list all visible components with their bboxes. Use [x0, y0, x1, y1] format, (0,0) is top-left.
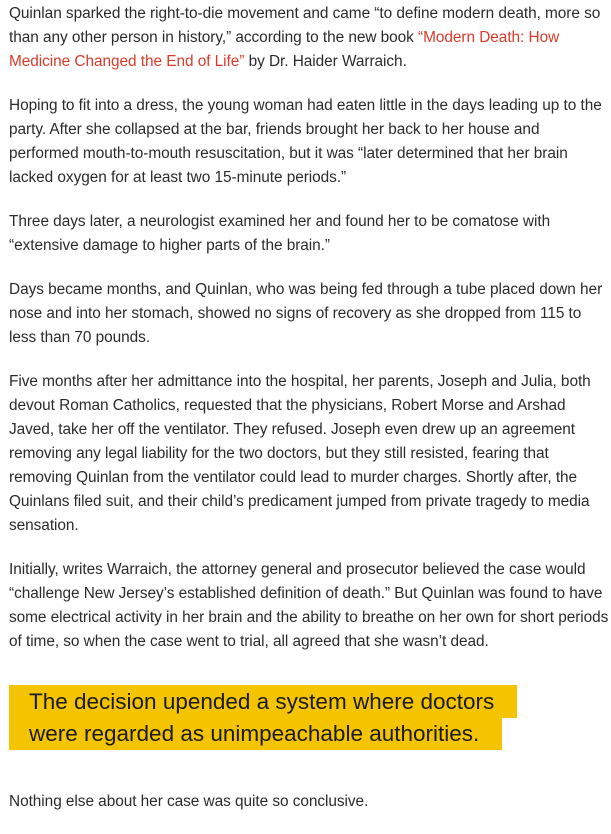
paragraph-5: Five months after her admittance into the hospital, her parents, Joseph and Julia, both devout Roman Catholics, requested that the physicians, Robert Morse and Arshad Javed, take her off the ventilator. They refused. Joseph even drew up an agreement removing any legal liability for the two doctors, but they still resisted, fearing that removing Quinlan from the ventilator could lead to murder charges. Shortly after, the Quinlans filed suit, and their child’s predicament jumped from private tragedy to media sensation. [9, 373, 591, 534]
paragraph-4: Days became months, and Quinlan, who was being fed through a tube placed down her nose and into her stomach, showed no signs of recovery as she dropped from 115 to less than 70 pounds. [9, 281, 603, 346]
paragraph-2: Hoping to fit into a dress, the young woman had eaten little in the days leading up to the party. After she collapsed at the bar, friends brought her back to her house and performed mouth-to-mouth resuscitation, but it was “later determined that her brain lacked oxygen for at least two 15-minute periods.” [9, 97, 602, 186]
book-link[interactable]: “Modern Death: How Medicine Changed the End of Life” [9, 29, 560, 70]
paragraph-3: Three days later, a neurologist examined her and found her to be comatose with “extensive damage to higher parts of the brain.” [9, 213, 551, 254]
paragraph-1 [9, 2, 609, 74]
paragraph-1-text-start: Quinlan sparked the right-to-die movement and came “to define modern death, more so than any other person in history,” according to the new book [9, 5, 601, 46]
pull-quote [9, 686, 549, 750]
article-body [9, 2, 609, 834]
paragraph-7: Nothing else about her case was quite so conclusive. [9, 793, 369, 810]
paragraph-6: Initially, writes Warraich, the attorney general and prosecutor believed the case would “challenge New Jersey’s established definition of death.” But Quinlan was found to have some electrical activity in her brain and the ability to breathe on her own for short periods of time, so when the case went to trial, all agreed that she wasn’t dead. [9, 561, 609, 650]
pull-quote-text: The decision upended a system where doctors were regarded as unimpeachable authorities. [9, 685, 517, 750]
paragraph-1-text-end: by Dr. Haider Warraich. [244, 53, 407, 70]
